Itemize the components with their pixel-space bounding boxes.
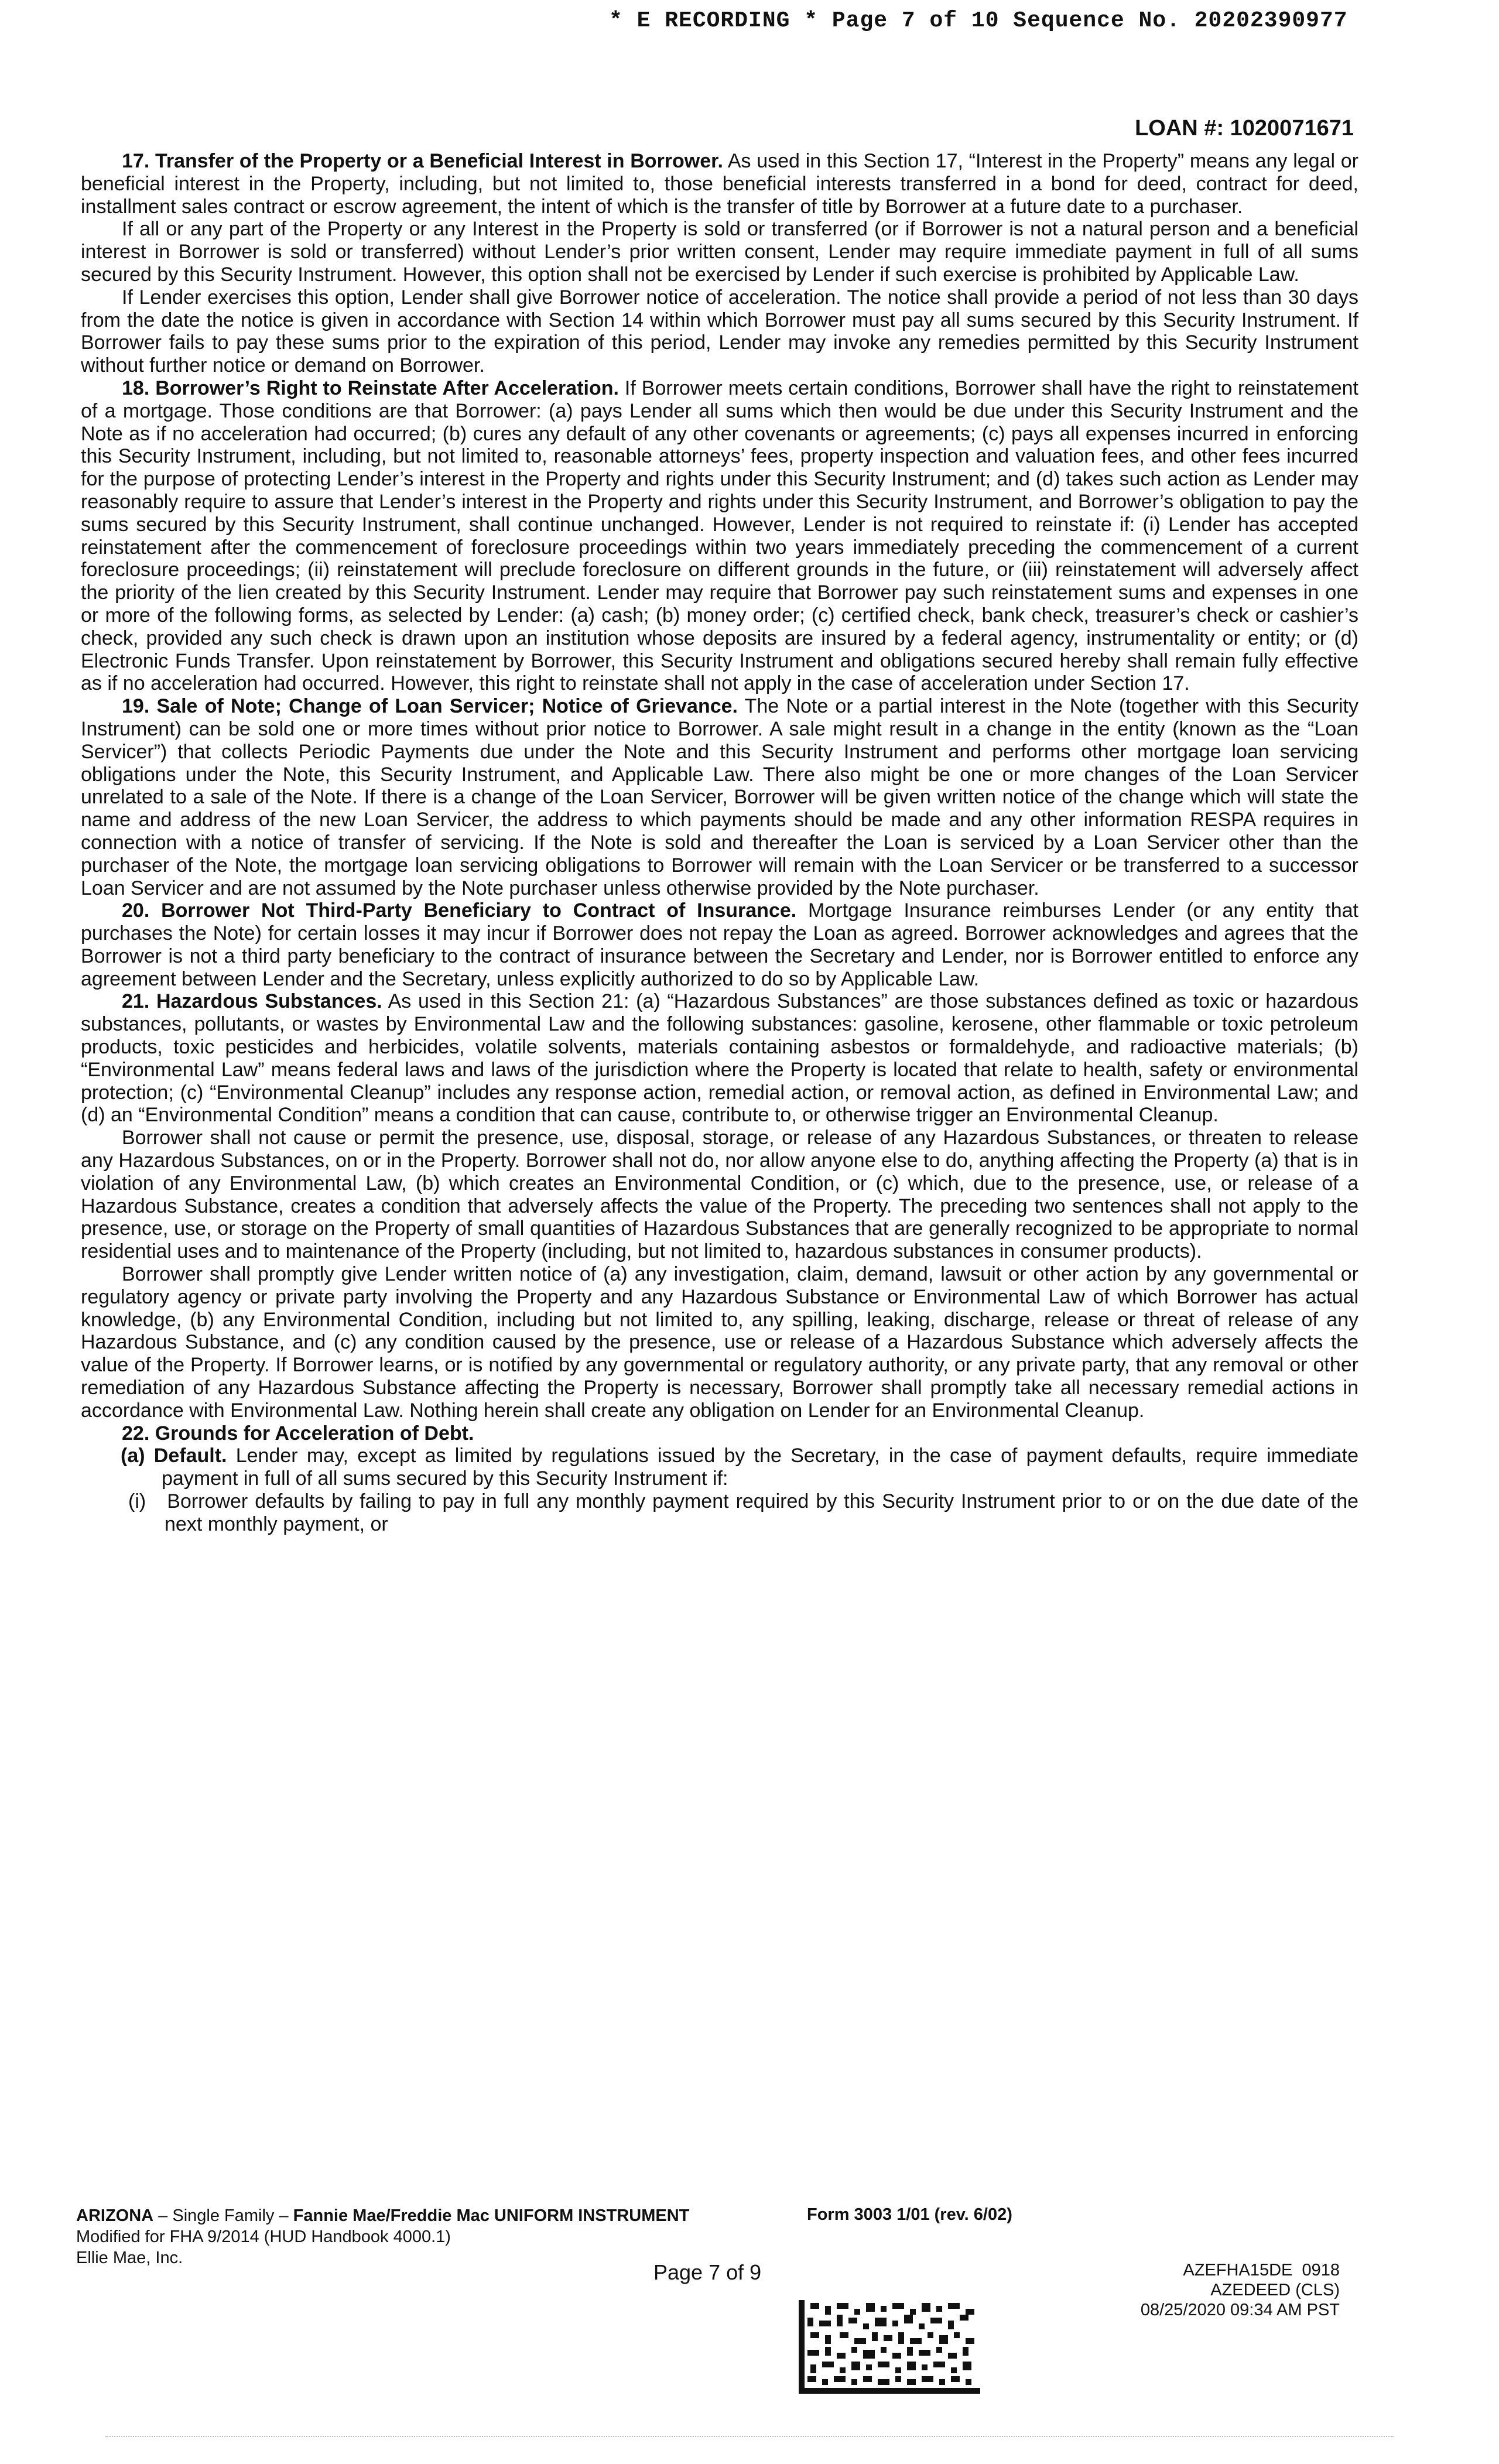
section-22a-text: Lender may, except as limited by regulations issued by the Secretary, in the case of payment defaults, require immediate payment in full of all sums secured by this Security Instrument if:	[162, 1445, 1359, 1490]
section-21-paragraph	[81, 990, 1358, 1127]
section-18-text: If Borrower meets certain conditions, Borrower shall have the right to reinstatement of a mortgage. Those conditions are that Borrower: (a) pays Lender all sums which then would be due under this Security Instrument and the Note as if no acceleration had occurred; (b) cures any default of any other covenants or agreements; (c) pays all expenses incurred in enforcing this Security Instrument, including, but not limited to, reasonable attorneys’ fees, property inspection and valuation fees, and other fees incurred for the purpose of protecting Lender’s interest in the Property and rights under this Security Instrument; and (d) takes such action as Lender may reasonably require to assure that Lender’s interest in the Property and rights under this Security Instrument, and Borrower’s obligation to pay the sums secured by this Security Instrument, shall continue unchanged. However, Lender is not required to reinstate if: (i) Lender has accepted reinstatement after the commencement of foreclosure proceedings within two years immediately preceding the commencement of a current foreclosure proceedings; (ii) reinstatement will preclude foreclosure on different grounds in the future, or (iii) reinstatement will adversely affect the priority of the lien created by this Security Instrument. Lender may require that Borrower pay such reinstatement sums and expenses in one or more of the following forms, as selected by Lender: (a) cash; (b) money order; (c) certified check, bank check, treasurer’s check or cashier’s check, provided any such check is drawn upon an institution whose deposits are insured by a federal agency, instrumentality or entity; or (d) Electronic Funds Transfer. Upon reinstatement by Borrower, this Security Instrument and obligations secured hereby shall remain fully effective as if no acceleration had occurred. However, this right to reinstate shall not apply in the case of acceleration under Section 17.	[81, 377, 1358, 695]
section-22-heading: 22. Grounds for Acceleration of Debt.	[122, 1422, 474, 1445]
section-21-text: As used in this Section 21: (a) “Hazardous Substances” are those substances defined as toxic or hazardous substances, pollutants, or wastes by Environmental Law and the following substances: gasoline, kerosene, other flammable or toxic petroleum products, toxic pesticides and herbicides, volatile solvents, materials containing asbestos or formaldehyde, and radioactive materials; (b) “Environmental Law” means federal laws and laws of the jurisdiction where the Property is located that relate to health, safety or environmental protection; (c) “Environmental Cleanup” includes any response action, remedial action, or removal action, as defined in Environmental Law; and (d) an “Environmental Condition” means a condition that can cause, contribute to, or otherwise trigger an Environmental Cleanup.	[81, 990, 1358, 1127]
footer-instrument-line	[76, 2205, 689, 2226]
section-17-text: As used in this Section 17, “Interest in the Property” means any legal or beneficial interest in the Property, including, but not limited to, those beneficial interests transferred in a bond for deed, contract for deed, installment sales contract or escrow agreement, the intent of which is the transfer of title by Borrower at a future date to a purchaser.	[81, 150, 1358, 218]
footer-state-suffix: – Single Family –	[153, 2206, 293, 2225]
section-21-heading: 21. Hazardous Substances.	[122, 990, 382, 1013]
footer-instrument: Fannie Mae/Freddie Mac UNIFORM INSTRUMENT	[293, 2206, 690, 2225]
section-20-heading: 20. Borrower Not Third-Party Beneficiary to Contract of Insurance.	[122, 899, 797, 922]
section-19-heading: 19. Sale of Note; Change of Loan Servicer; Notice of Grievance.	[122, 695, 738, 718]
section-19-text: The Note or a partial interest in the Note (together with this Security Instrument) can be sold one or more times without prior notice to Borrower. A sale might result in a change in the entity (known as the “Loan Servicer”) that collects Periodic Payments due under the Note and this Security Instrument and performs other mortgage loan servicing obligations under the Note, this Security Instrument, and Applicable Law. There also might be one or more changes of the Loan Servicer unrelated to a sale of the Note. If there is a change of the Loan Servicer, Borrower will be given written notice of the change which will state the name and address of the new Loan Servicer, the address to which payments should be made and any other information RESPA requires in connection with a notice of transfer of servicing. If the Note is sold and thereafter the Loan is serviced by a Loan Servicer other than the purchaser of the Note, the mortgage loan servicing obligations to Borrower will remain with the Loan Servicer or be transferred to a successor Loan Servicer and are not assumed by the Note purchaser unless otherwise provided by the Note purchaser.	[81, 695, 1358, 899]
footer-timestamp: 08/25/2020 09:34 AM PST	[1140, 2301, 1340, 2319]
footer-code-2: AZEDEED (CLS)	[1210, 2281, 1340, 2299]
footer-left	[76, 2205, 689, 2268]
section-21-paragraph-2: Borrower shall not cause or permit the presence, use, disposal, storage, or release of any Hazardous Substances, or threaten to release any Hazardous Substances, on or in the Property. Borrower shall not do, nor allow anyone else to do, anything affecting the Property (a) that is in violation of any Environmental Law, (b) which creates an Environmental Condition, or (c) which, due to the presence, use, or release of a Hazardous Substance, creates a condition that adversely affects the value of the Property. The preceding two sentences shall not apply to the presence, use, or storage on the Property of small quantities of Hazardous Substances that are generally recognized to be appropriate to normal residential uses and to maintenance of the Property (including, but not limited to, hazardous substances in consumer products).	[81, 1127, 1358, 1263]
section-22a-i-paragraph	[81, 1490, 1358, 1536]
section-17-heading: 17. Transfer of the Property or a Beneficial Interest in Borrower.	[122, 150, 723, 172]
section-22a-heading: (a) Default.	[121, 1445, 227, 1467]
loan-number: LOAN #: 1020071671	[1135, 116, 1354, 141]
section-21-paragraph-3: Borrower shall promptly give Lender written notice of (a) any investigation, claim, demand, lawsuit or other action by any governmental or regulatory agency or private party involving the Property and any Hazardous Substance or Environmental Law of which Borrower has actual knowledge, (b) any Environmental Condition, including but not limited to, any spilling, leaking, discharge, release or threat of release of any Hazardous Substance, and (c) any condition caused by the presence, use or release of a Hazardous Substance which adversely affects the value of the Property. If Borrower learns, or is notified by any governmental or regulatory authority, or any private party, that any removal or other remediation of any Hazardous Substance affecting the Property is necessary, Borrower shall promptly take all necessary remedial actions in accordance with Environmental Law. Nothing herein shall create any obligation on Lender for an Environmental Cleanup.	[81, 1263, 1358, 1422]
footer-form-number: Form 3003 1/01 (rev. 6/02)	[807, 2205, 1012, 2224]
recording-header: * E RECORDING * Page 7 of 10 Sequence No. 20202390977	[609, 8, 1348, 33]
scan-artifact-line	[105, 2436, 1394, 2441]
footer-codes	[1141, 2260, 1340, 2320]
section-19-paragraph	[81, 695, 1358, 899]
section-22a-i-marker: (i)	[128, 1490, 146, 1513]
section-22a-i-text: Borrower defaults by failing to pay in full any monthly payment required by this Security Instrument prior to or on the due date of the next monthly payment, or	[165, 1490, 1359, 1535]
section-17-paragraph-3: If Lender exercises this option, Lender shall give Borrower notice of acceleration. The notice shall provide a period of not less than 30 days from the date the notice is given in accordance with Section 14 within which Borrower must pay all sums secured by this Security Instrument. If Borrower fails to pay these sums prior to the expiration of this period, Lender may invoke any remedies permitted by this Security Instrument without further notice or demand on Borrower.	[81, 286, 1358, 377]
section-20-text: Mortgage Insurance reimburses Lender (or any entity that purchases the Note) for certain losses it may incur if Borrower does not repay the Loan as agreed. Borrower acknowledges and agrees that the Borrower is not a third party beneficiary to the contract of insurance between the Secretary and Lender, nor is Borrower entitled to enforce any agreement between Lender and the Secretary, unless explicitly authorized to do so by Applicable Law.	[81, 899, 1358, 990]
section-18-heading: 18. Borrower’s Right to Reinstate After Acceleration.	[122, 377, 619, 399]
section-22a-paragraph	[81, 1445, 1358, 1490]
section-20-paragraph	[81, 899, 1358, 990]
section-17-paragraph-2: If all or any part of the Property or any Interest in the Property is sold or transferred (or if Borrower is not a natural person and a beneficial interest in Borrower is sold or transferred) without Lender’s prior written consent, Lender may require immediate payment in full of all sums secured by this Security Instrument. However, this option shall not be exercised by Lender if such exercise is prohibited by Applicable Law.	[81, 218, 1358, 286]
footer-code-1: AZEFHA15DE 0918	[1183, 2261, 1340, 2280]
footer-vendor: Ellie Mae, Inc.	[76, 2249, 183, 2267]
footer-state: ARIZONA	[76, 2206, 154, 2225]
section-17-paragraph	[81, 150, 1358, 218]
section-18-paragraph	[81, 377, 1358, 695]
footer-modified: Modified for FHA 9/2014 (HUD Handbook 4000.1)	[76, 2227, 451, 2246]
document-body	[81, 150, 1358, 1536]
footer-page-number: Page 7 of 9	[653, 2260, 762, 2284]
section-22-paragraph	[81, 1422, 1358, 1445]
barcode-2d	[799, 2300, 980, 2394]
